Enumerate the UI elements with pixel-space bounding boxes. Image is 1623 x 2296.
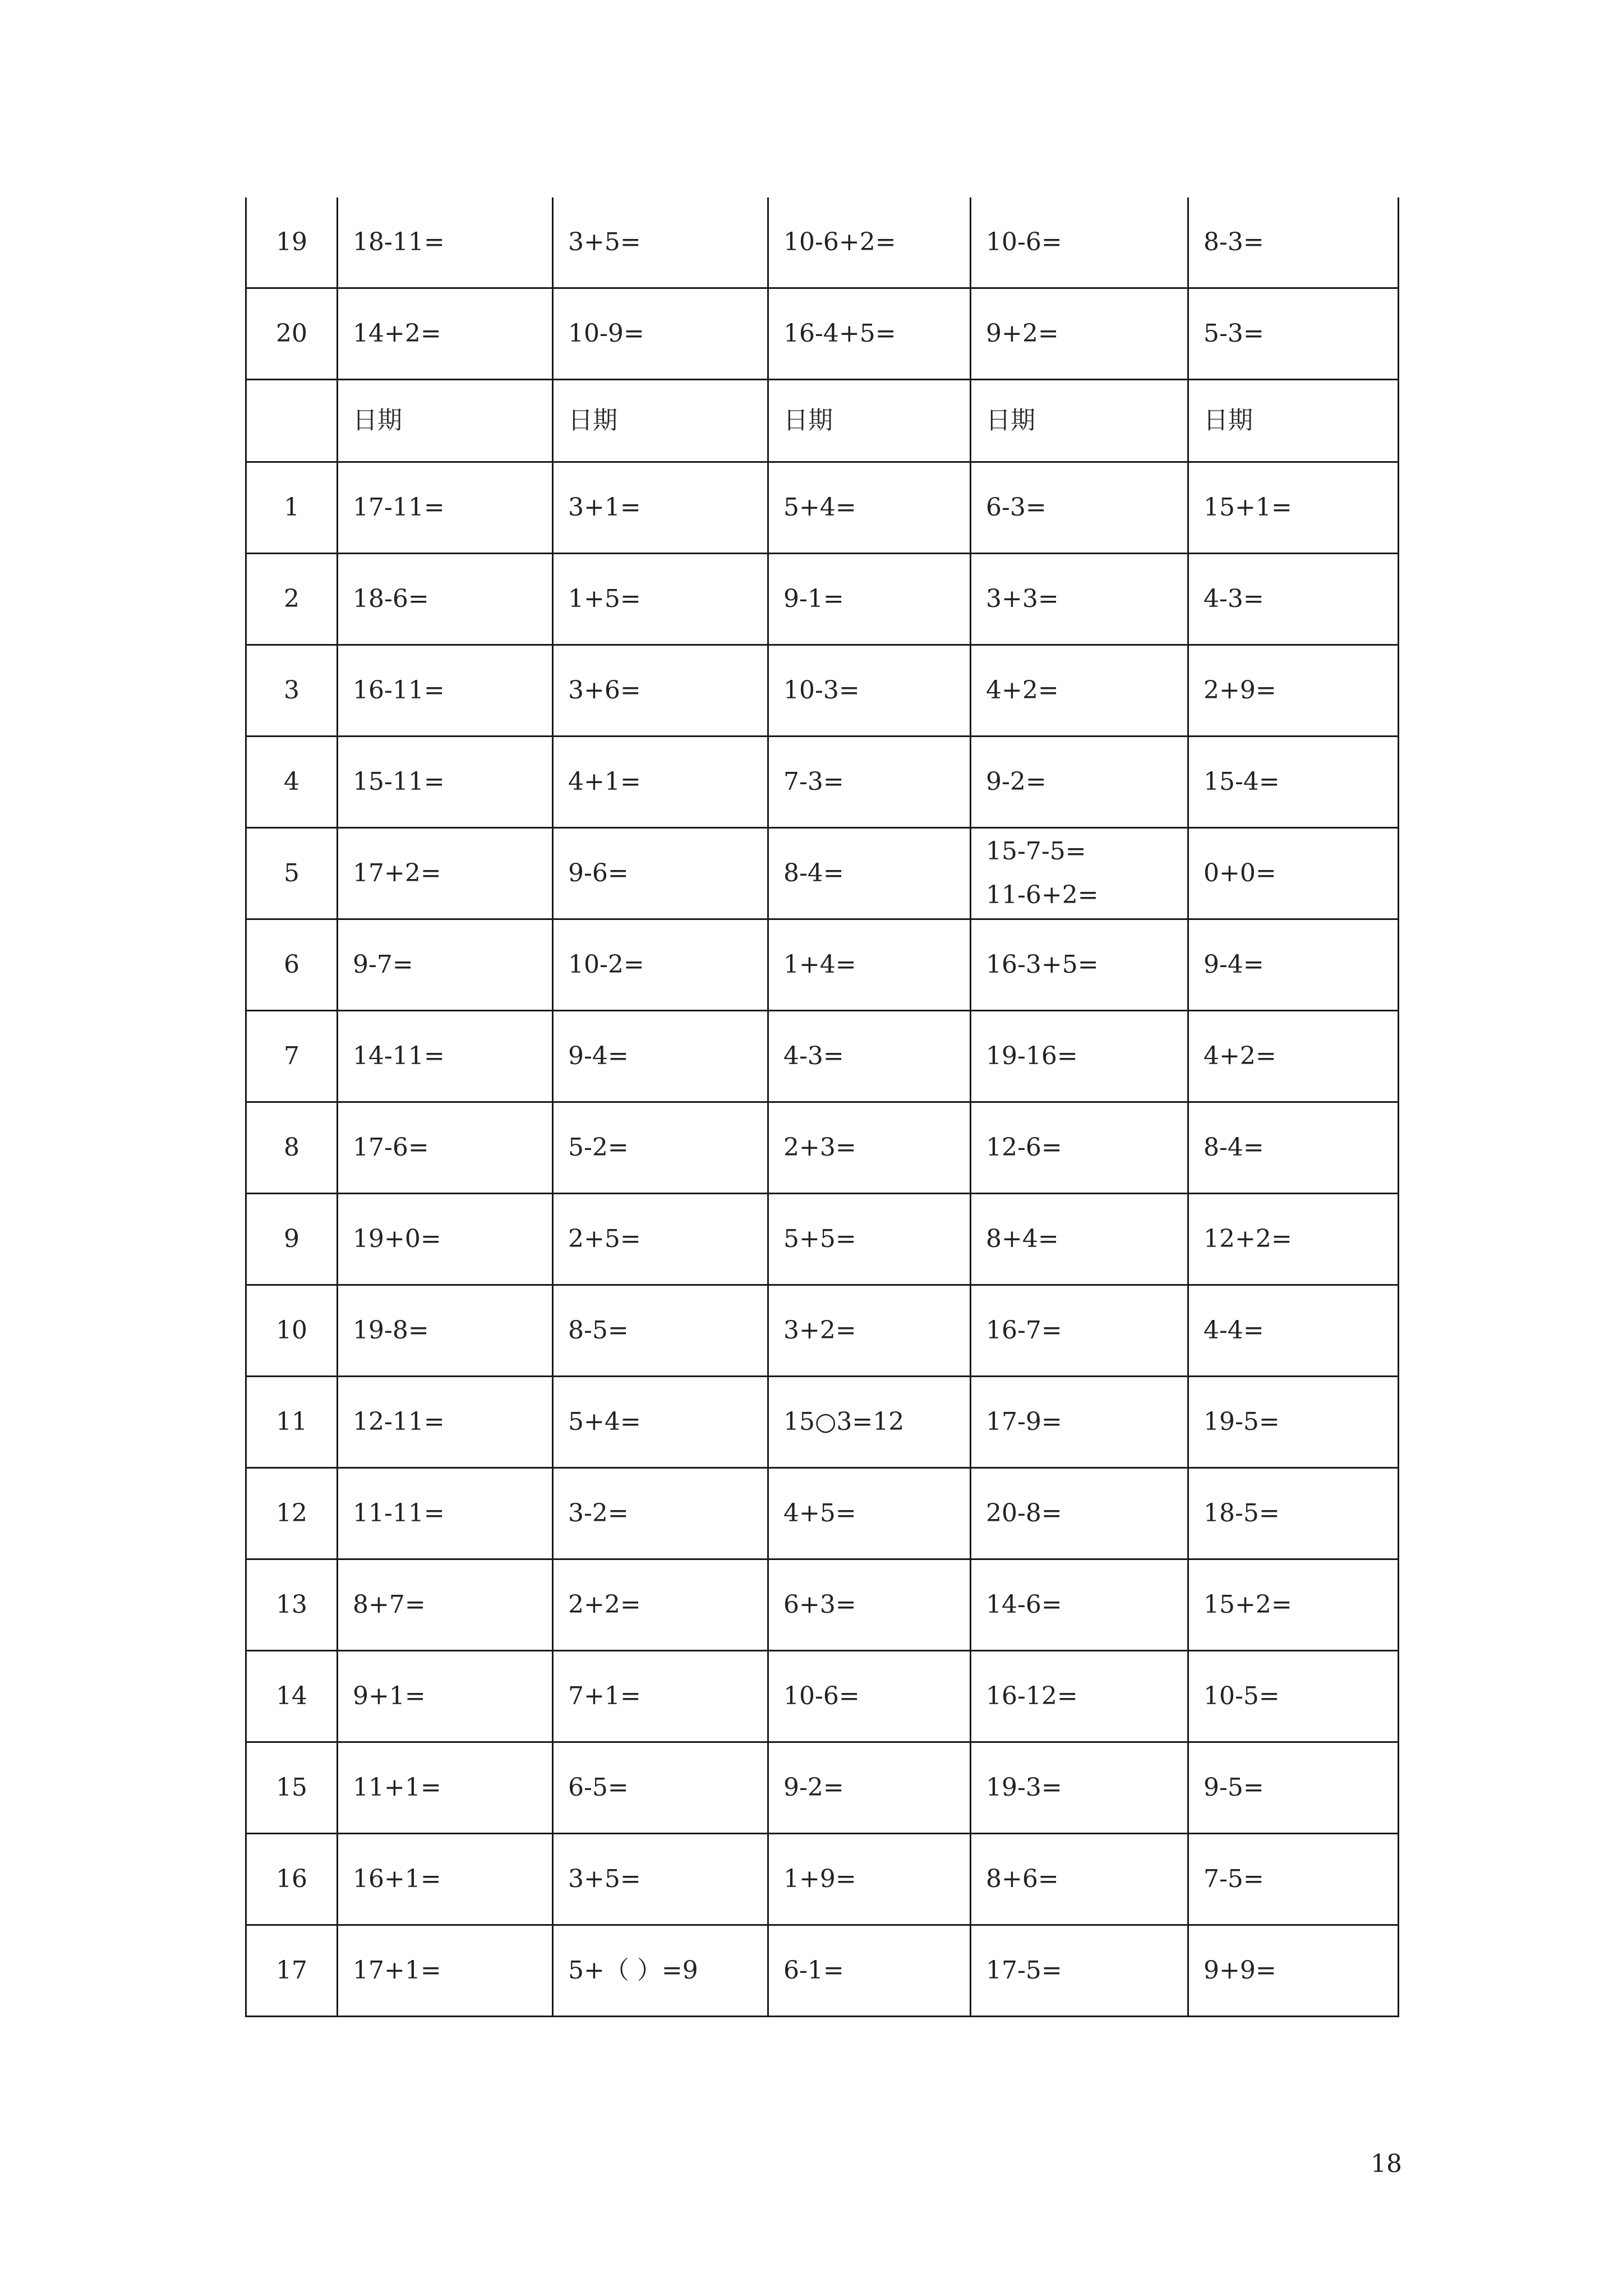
table-cell: 3+1=	[553, 462, 768, 554]
row-number: 2	[246, 554, 338, 645]
table-cell: 5-2=	[553, 1102, 768, 1194]
table-cell: 2+3=	[768, 1102, 971, 1194]
table-cell: 9+9=	[1188, 1925, 1399, 2017]
table-cell: 5+5=	[768, 1194, 971, 1285]
table-cell: 2+9=	[1188, 645, 1399, 737]
table-cell: 19+0=	[338, 1194, 553, 1285]
row-number: 19	[246, 197, 338, 288]
table-cell: 5-3=	[1188, 288, 1399, 380]
table-row	[246, 288, 1399, 380]
table-cell: 6+3=	[768, 1559, 971, 1651]
date-label: 日期	[971, 380, 1188, 462]
table-cell: 17-6=	[338, 1102, 553, 1194]
table-cell: 12+2=	[1188, 1194, 1399, 1285]
table-cell: 18-6=	[338, 554, 553, 645]
table-row	[246, 1285, 1399, 1377]
table-cell: 14-6=	[971, 1559, 1188, 1651]
table-cell: 4+5=	[768, 1468, 971, 1559]
table-cell: 8-3=	[1188, 197, 1399, 288]
table-cell: 10-6=	[971, 197, 1188, 288]
table-cell: 7-5=	[1188, 1834, 1399, 1925]
table-cell: 6-5=	[553, 1742, 768, 1834]
table-cell: 6-1=	[768, 1925, 971, 2017]
table-row	[246, 197, 1399, 288]
table-cell: 17-11=	[338, 462, 553, 554]
table-cell: 9-2=	[768, 1742, 971, 1834]
table-row	[246, 1834, 1399, 1925]
table-cell: 16-12=	[971, 1651, 1188, 1742]
table-cell: 10-3=	[768, 645, 971, 737]
table-row	[246, 645, 1399, 737]
table-row	[246, 737, 1399, 828]
table-cell: 19-8=	[338, 1285, 553, 1377]
row-number: 11	[246, 1377, 338, 1468]
table-cell: 4+2=	[1188, 1011, 1399, 1102]
date-header-row	[246, 380, 1399, 462]
table-cell: 3-2=	[553, 1468, 768, 1559]
row-number: 13	[246, 1559, 338, 1651]
table-cell: 17+2=	[338, 828, 553, 919]
table-cell: 15+1=	[1188, 462, 1399, 554]
table-cell: 19-16=	[971, 1011, 1188, 1102]
table-cell: 9-5=	[1188, 1742, 1399, 1834]
table-cell: 3+6=	[553, 645, 768, 737]
table-cell: 6-3=	[971, 462, 1188, 554]
cell-line: 15-7-5=	[986, 837, 1086, 866]
table-cell: 16-4+5=	[768, 288, 971, 380]
table-cell: 9-7=	[338, 919, 553, 1011]
row-number: 1	[246, 462, 338, 554]
row-number	[246, 380, 338, 462]
date-label: 日期	[553, 380, 768, 462]
row-number: 10	[246, 1285, 338, 1377]
date-label: 日期	[338, 380, 553, 462]
table-row	[246, 1651, 1399, 1742]
row-number: 14	[246, 1651, 338, 1742]
arithmetic-table	[245, 197, 1399, 2017]
table-cell: 18-11=	[338, 197, 553, 288]
table-cell: 0+0=	[1188, 828, 1399, 919]
table-cell: 3+3=	[971, 554, 1188, 645]
page-number: 18	[1371, 2150, 1402, 2178]
date-label: 日期	[768, 380, 971, 462]
table-cell: 9-6=	[553, 828, 768, 919]
table-cell: 10-9=	[553, 288, 768, 380]
table-cell: 17-5=	[971, 1925, 1188, 2017]
table-row	[246, 1011, 1399, 1102]
row-number: 12	[246, 1468, 338, 1559]
table-cell: 11-11=	[338, 1468, 553, 1559]
table-cell: 10-5=	[1188, 1651, 1399, 1742]
row-number: 5	[246, 828, 338, 919]
table-cell: 15○3=12	[768, 1377, 971, 1468]
table-cell: 4-4=	[1188, 1285, 1399, 1377]
table-row	[246, 1194, 1399, 1285]
table-cell: 16-11=	[338, 645, 553, 737]
table-cell: 10-2=	[553, 919, 768, 1011]
table-cell: 19-3=	[971, 1742, 1188, 1834]
table-cell: 20-8=	[971, 1468, 1188, 1559]
row-number: 15	[246, 1742, 338, 1834]
table-row	[246, 1742, 1399, 1834]
date-label: 日期	[1188, 380, 1399, 462]
table-cell: 4-3=	[768, 1011, 971, 1102]
table-cell: 15-4=	[1188, 737, 1399, 828]
table-cell: 4+1=	[553, 737, 768, 828]
table-cell: 3+5=	[553, 197, 768, 288]
table-row	[246, 1925, 1399, 2017]
table-cell: 7+1=	[553, 1651, 768, 1742]
table-row	[246, 462, 1399, 554]
table-cell: 8-4=	[1188, 1102, 1399, 1194]
table-cell: 3+2=	[768, 1285, 971, 1377]
table-cell: 2+2=	[553, 1559, 768, 1651]
table-cell: 16+1=	[338, 1834, 553, 1925]
table-cell: 9-4=	[553, 1011, 768, 1102]
table-row	[246, 919, 1399, 1011]
table-cell: 17-9=	[971, 1377, 1188, 1468]
table-cell	[971, 828, 1188, 919]
row-number: 17	[246, 1925, 338, 2017]
table-cell: 17+1=	[338, 1925, 553, 2017]
table-cell: 5+4=	[553, 1377, 768, 1468]
table-cell: 9+1=	[338, 1651, 553, 1742]
table-cell: 12-6=	[971, 1102, 1188, 1194]
table-cell: 9-2=	[971, 737, 1188, 828]
row-number: 6	[246, 919, 338, 1011]
table-cell: 15+2=	[1188, 1559, 1399, 1651]
table-cell: 1+9=	[768, 1834, 971, 1925]
row-number: 9	[246, 1194, 338, 1285]
row-number: 4	[246, 737, 338, 828]
table-cell: 4-3=	[1188, 554, 1399, 645]
table-cell: 1+5=	[553, 554, 768, 645]
table-cell: 1+4=	[768, 919, 971, 1011]
table-cell: 18-5=	[1188, 1468, 1399, 1559]
table-cell: 8+7=	[338, 1559, 553, 1651]
table-cell: 10-6=	[768, 1651, 971, 1742]
table-cell: 9-1=	[768, 554, 971, 645]
table-cell: 9+2=	[971, 288, 1188, 380]
table-cell: 14-11=	[338, 1011, 553, 1102]
cell-line: 11-6+2=	[986, 881, 1099, 909]
table-row	[246, 1559, 1399, 1651]
table-cell: 9-4=	[1188, 919, 1399, 1011]
row-number: 7	[246, 1011, 338, 1102]
table-row	[246, 1468, 1399, 1559]
table-cell: 10-6+2=	[768, 197, 971, 288]
row-number: 8	[246, 1102, 338, 1194]
table-cell: 14+2=	[338, 288, 553, 380]
table-cell: 8-4=	[768, 828, 971, 919]
table-row	[246, 1102, 1399, 1194]
row-number: 3	[246, 645, 338, 737]
table-cell: 12-11=	[338, 1377, 553, 1468]
table-cell: 8+4=	[971, 1194, 1188, 1285]
table-cell: 8+6=	[971, 1834, 1188, 1925]
table-cell: 5+（ ）=9	[553, 1925, 768, 2017]
table-body	[246, 197, 1399, 2017]
table-cell: 15-11=	[338, 737, 553, 828]
table-cell: 3+5=	[553, 1834, 768, 1925]
table-cell: 8-5=	[553, 1285, 768, 1377]
table-cell: 4+2=	[971, 645, 1188, 737]
row-number: 20	[246, 288, 338, 380]
table-cell: 19-5=	[1188, 1377, 1399, 1468]
table-row	[246, 828, 1399, 919]
table-cell: 5+4=	[768, 462, 971, 554]
table-cell: 2+5=	[553, 1194, 768, 1285]
row-number: 16	[246, 1834, 338, 1925]
table-cell: 11+1=	[338, 1742, 553, 1834]
table-row	[246, 1377, 1399, 1468]
table-row	[246, 554, 1399, 645]
table-cell: 16-3+5=	[971, 919, 1188, 1011]
table-cell: 7-3=	[768, 737, 971, 828]
table-cell: 16-7=	[971, 1285, 1188, 1377]
